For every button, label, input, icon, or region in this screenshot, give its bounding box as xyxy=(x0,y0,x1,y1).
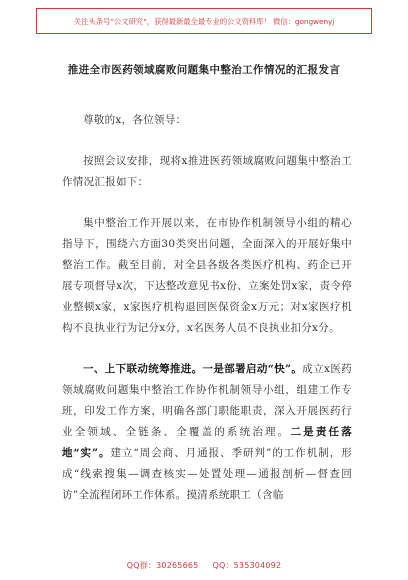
section-1-heading: 一、上下联动统筹推进。 xyxy=(83,363,203,375)
summary-paragraph: 集中整治工作开展以来，在市协作机制领导小组的精心指导下，围绕六方面30类突出问题，全面深入的开展好集中整治工作。截至目前，对全县各级各类医疗机构、药企已开展专项督导x次，下达整改意见书x份、立案处罚x家，责令停业整顿x家，x家医疗机构退回医保资金x万元；对x家医疗机构不良执业行为记分x分，x名医务人员不良执业扣分x分。 xyxy=(62,217,352,334)
section-1-lead-2: 二是责任落地“实”。 xyxy=(62,426,352,459)
contact-footer xyxy=(0,560,408,571)
section-1-text-2: 建立“周会商、月通报、季研判”的工作机制，形成“线索搜集—调查核实—处置处理—通报剖析—督查回访”全流程闭环工作体系。摸清系统职工（含临 xyxy=(62,447,352,501)
footer-qq: QQ：535304092 xyxy=(212,561,282,570)
footer-qq-group: QQ群：30265665 xyxy=(126,561,199,570)
promo-banner xyxy=(36,8,372,34)
promo-banner-text: 关注头条号“公文研究”，获得最新最全最专业的公文资料库！ 微信：gongwenyj xyxy=(73,16,335,26)
intro-paragraph: 按照会议安排，现将x推进医药领域腐败问题集中整治工作情况汇报如下： xyxy=(62,155,352,188)
section-1-paragraph xyxy=(62,359,352,506)
document-body xyxy=(62,110,352,506)
document-title: 推进全市医药领域腐败问题集中整治工作情况的汇报发言 xyxy=(67,64,341,76)
section-1-text-1: 成立x医药领域腐败问题集中整治工作协作机制领导小组，组建工作专班，印发工作方案，明确各部门职能职责，深入开展医药行业全领域、全链条、全覆盖的系统治理。 xyxy=(62,363,352,438)
salutation: 尊敬的x，各位领导： xyxy=(83,114,187,126)
section-1-lead-1: 一是部署启动“快”。 xyxy=(202,363,303,375)
